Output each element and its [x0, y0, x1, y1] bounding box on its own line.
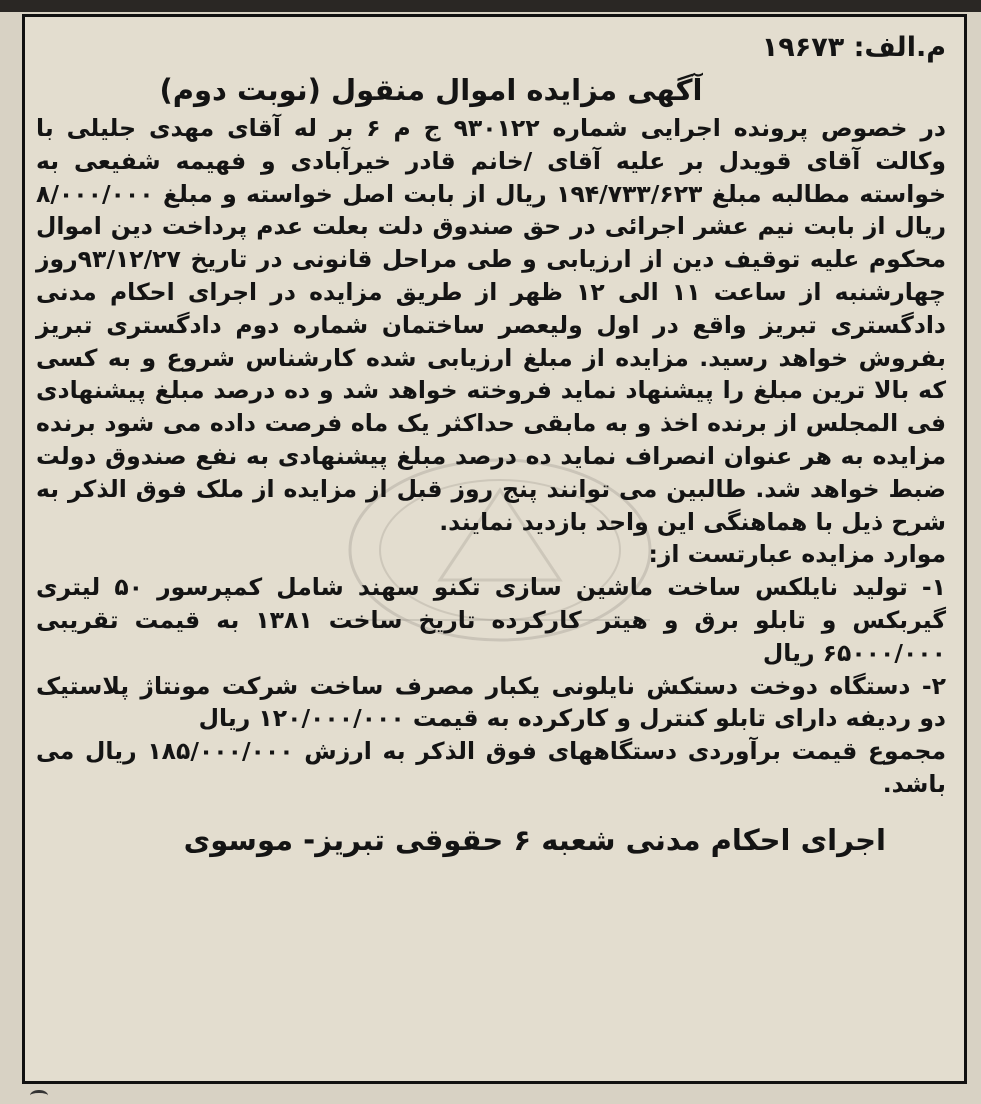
top-edge	[0, 0, 981, 12]
ad-body: در خصوص پرونده اجرایی شماره ۹۳۰۱۲۲ ج م ۶ بر له آقای مهدی جلیلی با وکالت آقای قویدل بر علیه آقای /خانم قادر خیرآبادی و فهیمه شفیعی به خواسته مطالبه مبلغ ۱۹۴/۷۳۳/۶۲۳ ریال از بابت اصل خواسته و مبلغ ۸/۰۰۰/۰۰۰ ریال از بابت نیم عشر اجرائی در حق صندوق دلت بعلت عدم پرداخت دین اموال محکوم علیه توقیف دین از ارزیابی و طی مراحل قانونی در تاریخ ۹۳/۱۲/۲۷روز چهارشنبه از ساعت ۱۱ الی ۱۲ ظهر از طریق مزایده در اجرای احکام مدنی دادگستری تبریز واقع در اول ولیعصر ساختمان شماره دوم دادگستری تبریز بفروش خواهد رسید. مزایده از مبلغ ارزیابی شده کارشناس شروع و به کسی که بالا ترین مبلغ را پیشنهاد نماید فروخته خواهد شد و ده درصد مبلغ پیشنهادی فی المجلس از برنده اخذ و به مابقی حداکثر یک ماه فرصت داده می شود برنده مزایده به هر عنوان انصراف نماید ده درصد مبلغ پیشنهادی به نفع صندوق دولت ضبط خواهد شد. طالبین می توانند پنج روز قبل از مزایده از ملک فوق الذکر به شرح ذیل با هماهنگی این واحد بازدید نمایند.	[36, 114, 947, 536]
total-value: مجموع قیمت برآوردی دستگاههای فوق الذکر به ارزش ۱۸۵/۰۰۰/۰۰۰ ریال می باشد.	[36, 737, 946, 798]
ad-title: آگهی مزایده اموال منقول (نوبت دوم)	[159, 73, 703, 107]
ad-content	[36, 28, 946, 863]
auction-item-2: ۲- دستگاه دوخت دستکش نایلونی یکبار مصرف ساخت شرکت مونتاژ پلاستیک دو ردیفه دارای تابلو کنترل و کارکرده به قیمت ۱۲۰/۰۰۰/۰۰۰ ریال	[36, 671, 946, 733]
auction-item-1: ۱- تولید نایلکس ساخت ماشین سازی تکنو سهند شامل کمپرسور ۵۰ لیتری گیربکس و تابلو برق و هیتر کارکرده تاریخ ساخت ۱۳۸۱ به قیمت تقریبی ۶۵۰۰۰/۰۰۰ ریال	[36, 573, 946, 667]
issuer-signature: اجرای احکام مدنی شعبه ۶ حقوقی تبریز- موسوی	[183, 822, 886, 857]
page-mark	[30, 1090, 48, 1101]
ad-code: م.الف: ۱۹۶۷۳	[761, 32, 946, 63]
items-intro: موارد مزایده عبارتست از:	[648, 540, 946, 569]
